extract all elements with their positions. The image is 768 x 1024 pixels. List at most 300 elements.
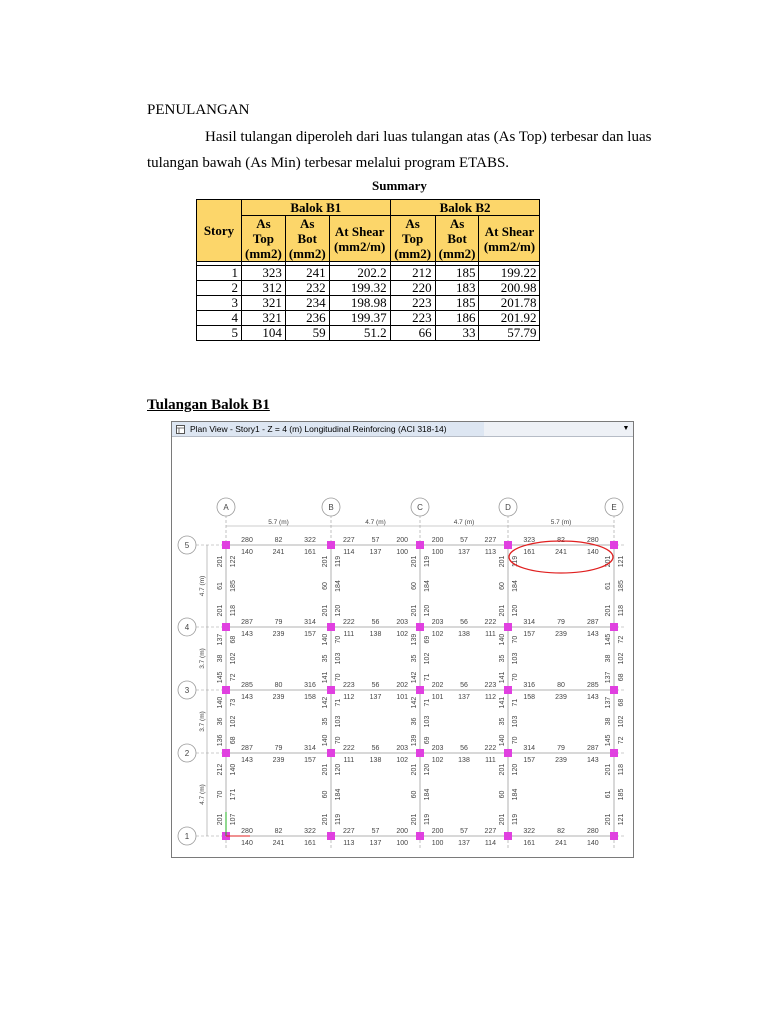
beam-right-value: 103	[335, 715, 342, 728]
beam-right-value: 184	[512, 788, 519, 801]
beam-right-value: 71	[424, 673, 431, 682]
beam-top-value: 56	[371, 619, 380, 626]
grid-label-x: E	[611, 503, 617, 512]
beam-bottom-value: 241	[272, 840, 285, 847]
story-cell: 2	[197, 281, 242, 296]
beam-left-value: 140	[322, 633, 329, 646]
beam-top-value: 79	[557, 745, 565, 752]
dimension-label-y: 4.7 (m)	[199, 784, 206, 805]
beam-bottom-value: 239	[272, 694, 285, 701]
dimension-label-x: 4.7 (m)	[365, 519, 386, 526]
beam-left-value: 201	[605, 813, 612, 826]
beam-bottom-value: 157	[304, 631, 316, 638]
beam-bottom-value: 112	[343, 694, 355, 701]
beam-bottom-value: 239	[272, 757, 285, 764]
column-marker	[327, 686, 335, 694]
beam-top-value: 80	[557, 682, 565, 689]
section-title: Tulangan Balok B1	[147, 397, 270, 413]
beam-bottom-value: 161	[304, 549, 316, 556]
beam-bottom-value: 140	[586, 549, 599, 556]
column-marker	[610, 832, 618, 840]
beam-right-value: 102	[618, 715, 625, 728]
beam-left-value: 38	[217, 654, 224, 663]
value-cell: 236	[285, 311, 329, 326]
beam-bottom-value: 100	[431, 549, 444, 556]
beam-top-value: 227	[342, 537, 355, 544]
beam-bottom-value: 239	[555, 631, 567, 638]
value-cell: 199.32	[329, 281, 390, 296]
beam-bottom-value: 161	[304, 840, 316, 847]
beam-right-value: 184	[335, 788, 342, 801]
beam-right-value: 68	[230, 736, 237, 745]
beam-right-value: 70	[335, 673, 342, 682]
beam-right-value: 120	[424, 763, 431, 776]
beam-top-value: 57	[371, 828, 380, 835]
beam-bottom-value: 137	[369, 840, 382, 847]
beam-left-value: 60	[411, 582, 418, 590]
beam-right-value: 120	[335, 763, 342, 776]
value-cell: 202.2	[329, 266, 390, 281]
beam-top-value: 314	[304, 619, 316, 626]
value-cell: 201.78	[479, 296, 540, 311]
beam-right-value: 102	[618, 652, 625, 665]
beam-left-value: 145	[605, 734, 612, 747]
beam-right-value: 73	[230, 698, 237, 707]
beam-bottom-value: 137	[458, 549, 470, 556]
beam-bottom-value: 143	[241, 631, 253, 638]
beam-left-value: 60	[411, 790, 418, 799]
value-cell: 234	[285, 296, 329, 311]
beam-bottom-value: 101	[396, 694, 409, 701]
beam-right-value: 118	[618, 605, 625, 617]
value-cell: 33	[435, 326, 479, 341]
beam-top-value: 56	[371, 745, 380, 752]
column-marker	[416, 832, 424, 840]
column-marker	[416, 749, 424, 757]
beam-bottom-value: 138	[369, 757, 382, 764]
beam-bottom-value: 143	[241, 757, 253, 764]
beam-bottom-value: 137	[458, 840, 470, 847]
beam-right-value: 119	[512, 813, 519, 825]
beam-left-value: 140	[217, 696, 224, 709]
dimension-label-x: 5.7 (m)	[550, 519, 572, 526]
beam-right-value: 118	[230, 605, 237, 617]
beam-top-value: 203	[396, 745, 409, 752]
column-marker	[504, 623, 512, 631]
value-cell: 241	[285, 266, 329, 281]
column-marker	[504, 832, 512, 840]
column-marker	[327, 623, 335, 631]
beam-left-value: 201	[217, 555, 224, 568]
value-cell: 185	[435, 296, 479, 311]
beam-right-value: 122	[230, 555, 237, 568]
header-col-6: At Shear (mm2/m)	[479, 216, 540, 262]
column-marker	[610, 623, 618, 631]
beam-right-value: 102	[230, 715, 237, 728]
header-col-4: As Top (mm2)	[390, 216, 435, 262]
beam-left-value: 201	[499, 604, 506, 617]
beam-left-value: 70	[217, 790, 224, 799]
beam-left-value: 201	[605, 604, 612, 617]
beam-bottom-value: 100	[396, 549, 409, 556]
beam-top-value: 82	[557, 537, 565, 544]
story-cell: 3	[197, 296, 242, 311]
summary-table	[196, 199, 540, 341]
beam-top-value: 222	[342, 745, 355, 752]
beam-top-value: 227	[342, 828, 355, 835]
beam-left-value: 201	[322, 604, 329, 617]
beam-top-value: 314	[523, 745, 536, 752]
beam-right-value: 119	[512, 555, 519, 567]
beam-right-value: 121	[618, 555, 625, 568]
grid-label-x: A	[223, 503, 229, 512]
header-story: Story	[197, 200, 242, 262]
column-marker	[222, 541, 230, 549]
column-marker	[222, 623, 230, 631]
table-row	[197, 266, 540, 281]
value-cell: 321	[242, 311, 286, 326]
beam-top-value: 79	[274, 619, 283, 626]
beam-right-value: 103	[424, 715, 431, 728]
value-cell: 59	[285, 326, 329, 341]
beam-right-value: 70	[335, 736, 342, 745]
beam-bottom-value: 157	[523, 631, 536, 638]
beam-bottom-value: 143	[586, 694, 599, 701]
header-group-b2: Balok B2	[390, 200, 540, 216]
beam-bottom-value: 100	[431, 840, 444, 847]
beam-top-value: 79	[557, 619, 565, 626]
beam-right-value: 120	[512, 604, 519, 617]
table-row	[197, 281, 540, 296]
table-row	[197, 311, 540, 326]
beam-top-value: 200	[396, 537, 409, 544]
beam-bottom-value: 113	[343, 840, 355, 847]
chevron-down-icon[interactable]: ▼	[622, 425, 630, 432]
window-titlebar[interactable]	[172, 422, 633, 437]
beam-top-value: 322	[304, 537, 316, 544]
beam-bottom-value: 161	[523, 549, 536, 556]
beam-left-value: 201	[411, 555, 418, 568]
beam-left-value: 35	[411, 654, 418, 663]
header-col-1: As Top (mm2)	[242, 216, 286, 262]
beam-right-value: 171	[230, 788, 237, 801]
beam-top-value: 202	[396, 682, 409, 689]
beam-bottom-value: 241	[555, 840, 567, 847]
summary-body	[197, 262, 540, 341]
beam-top-value: 82	[557, 828, 565, 835]
beam-top-value: 227	[484, 828, 497, 835]
story-cell: 5	[197, 326, 242, 341]
value-cell: 223	[390, 296, 435, 311]
paragraph-line-1: Hasil tulangan diperoleh dari luas tulangan atas (As Top) terbesar dan luas	[205, 129, 652, 145]
beam-top-value: 287	[586, 745, 599, 752]
etabs-plan-view-window[interactable]	[171, 421, 634, 858]
beam-top-value: 57	[371, 537, 380, 544]
beam-bottom-value: 143	[241, 694, 253, 701]
beam-bottom-value: 241	[272, 549, 285, 556]
value-cell: 323	[242, 266, 286, 281]
column-marker	[327, 749, 335, 757]
beam-left-value: 60	[322, 582, 329, 590]
beam-right-value: 103	[335, 652, 342, 665]
beam-right-value: 68	[618, 673, 625, 682]
beam-bottom-value: 241	[555, 549, 567, 556]
column-marker	[416, 541, 424, 549]
beam-left-value: 145	[605, 633, 612, 646]
beam-left-value: 201	[322, 555, 329, 568]
beam-right-value: 119	[335, 555, 342, 567]
beam-top-value: 280	[241, 537, 253, 544]
beam-left-value: 36	[411, 717, 418, 726]
grid-label-x: D	[505, 503, 511, 512]
column-marker	[504, 749, 512, 757]
column-marker	[222, 749, 230, 757]
value-cell: 186	[435, 311, 479, 326]
beam-right-value: 72	[618, 635, 625, 644]
beam-bottom-value: 101	[431, 694, 444, 701]
beam-bottom-value: 102	[396, 631, 409, 638]
value-cell: 51.2	[329, 326, 390, 341]
beam-bottom-value: 111	[343, 757, 355, 764]
beam-top-value: 202	[431, 682, 444, 689]
column-marker	[610, 686, 618, 694]
beam-left-value: 35	[322, 717, 329, 726]
column-marker	[416, 686, 424, 694]
grid-label-y: 5	[184, 541, 190, 550]
beam-top-value: 227	[484, 537, 497, 544]
beam-left-value: 36	[217, 717, 224, 726]
value-cell: 183	[435, 281, 479, 296]
grid-label-y: 1	[184, 832, 190, 841]
beam-bottom-value: 138	[369, 631, 382, 638]
beam-left-value: 201	[322, 813, 329, 826]
dimension-label-x: 4.7 (m)	[453, 519, 475, 526]
beam-left-value: 137	[217, 633, 224, 646]
beam-bottom-value: 157	[304, 757, 316, 764]
beam-top-value: 56	[460, 619, 468, 626]
beam-bottom-value: 113	[484, 549, 496, 556]
column-marker	[610, 749, 618, 757]
plan-view-drawing[interactable]	[172, 437, 633, 857]
beam-top-value: 280	[586, 828, 599, 835]
value-cell: 212	[390, 266, 435, 281]
beam-left-value: 35	[499, 654, 506, 663]
beam-left-value: 61	[217, 582, 224, 590]
beam-right-value: 185	[230, 580, 237, 592]
beam-right-value: 69	[424, 736, 431, 745]
beam-right-value: 119	[424, 555, 431, 567]
beam-right-value: 119	[424, 813, 431, 825]
beam-left-value: 140	[499, 633, 506, 646]
table-row	[197, 296, 540, 311]
value-cell: 104	[242, 326, 286, 341]
beam-left-value: 139	[411, 734, 418, 747]
beam-top-value: 56	[460, 745, 468, 752]
beam-bottom-value: 137	[369, 549, 382, 556]
value-cell: 199.37	[329, 311, 390, 326]
grid-label-x: B	[328, 503, 334, 512]
value-cell: 232	[285, 281, 329, 296]
column-marker	[610, 541, 618, 549]
subheader-row	[197, 216, 540, 262]
beam-right-value: 70	[335, 635, 342, 644]
beam-left-value: 201	[217, 604, 224, 617]
beam-left-value: 141	[499, 696, 506, 709]
beam-left-value: 212	[217, 763, 224, 776]
table-row	[197, 326, 540, 341]
beam-bottom-value: 161	[523, 840, 536, 847]
grid-label-y: 2	[184, 749, 190, 758]
value-cell: 185	[435, 266, 479, 281]
header-group-b1: Balok B1	[242, 200, 391, 216]
beam-bottom-value: 140	[241, 549, 253, 556]
beam-bottom-value: 239	[555, 757, 567, 764]
value-cell: 199.22	[479, 266, 540, 281]
beam-left-value: 140	[322, 734, 329, 747]
beam-right-value: 184	[424, 788, 431, 801]
beam-left-value: 137	[605, 696, 612, 709]
dimension-label-y: 3.7 (m)	[199, 711, 206, 732]
beam-left-value: 201	[499, 555, 506, 568]
plan-view-icon	[176, 425, 185, 434]
beam-right-value: 102	[230, 652, 237, 665]
value-cell: 223	[390, 311, 435, 326]
header-col-3: At Shear (mm2/m)	[329, 216, 390, 262]
beam-top-value: 82	[274, 828, 283, 835]
beam-bottom-value: 239	[555, 694, 567, 701]
value-cell: 198.98	[329, 296, 390, 311]
beam-right-value: 68	[230, 635, 237, 644]
header-col-2: As Bot (mm2)	[285, 216, 329, 262]
beam-bottom-value: 158	[523, 694, 536, 701]
beam-top-value: 203	[431, 619, 444, 626]
beam-right-value: 107	[230, 813, 237, 826]
summary-title: Summary	[372, 178, 427, 193]
beam-left-value: 201	[411, 813, 418, 826]
value-cell: 220	[390, 281, 435, 296]
beam-top-value: 57	[460, 828, 468, 835]
beam-top-value: 56	[371, 682, 380, 689]
beam-right-value: 69	[424, 635, 431, 644]
column-marker	[327, 832, 335, 840]
beam-left-value: 142	[411, 671, 418, 684]
beam-left-value: 142	[322, 696, 329, 709]
column-marker	[504, 541, 512, 549]
value-cell: 201.92	[479, 311, 540, 326]
beam-left-value: 60	[322, 790, 329, 799]
beam-right-value: 71	[512, 698, 519, 707]
beam-right-value: 70	[512, 736, 519, 745]
beam-bottom-value: 114	[484, 840, 496, 847]
value-cell: 66	[390, 326, 435, 341]
beam-bottom-value: 239	[272, 631, 285, 638]
beam-left-value: 136	[217, 734, 224, 747]
beam-top-value: 322	[304, 828, 316, 835]
beam-top-value: 203	[396, 619, 409, 626]
beam-top-value: 200	[431, 828, 444, 835]
beam-left-value: 145	[217, 671, 224, 684]
beam-right-value: 103	[512, 652, 519, 665]
beam-top-value: 200	[431, 537, 444, 544]
beam-top-value: 316	[523, 682, 536, 689]
beam-right-value: 71	[424, 698, 431, 707]
beam-bottom-value: 112	[484, 694, 496, 701]
beam-left-value: 35	[499, 717, 506, 726]
beam-top-value: 203	[431, 745, 444, 752]
beam-top-value: 80	[274, 682, 283, 689]
beam-right-value: 121	[618, 813, 625, 826]
beam-right-value: 185	[618, 580, 625, 592]
beam-top-value: 79	[274, 745, 283, 752]
beam-top-value: 280	[586, 537, 599, 544]
beam-top-value: 285	[586, 682, 599, 689]
beam-top-value: 316	[304, 682, 316, 689]
grid-label-x: C	[417, 503, 423, 512]
beam-right-value: 184	[335, 580, 342, 592]
dimension-label-y: 4.7 (m)	[199, 575, 206, 597]
dimension-label-x: 5.7 (m)	[268, 519, 289, 526]
beam-bottom-value: 111	[485, 631, 496, 638]
column-marker	[416, 623, 424, 631]
beam-right-value: 120	[424, 604, 431, 617]
beam-bottom-value: 137	[458, 694, 470, 701]
beam-right-value: 184	[512, 580, 519, 592]
beam-left-value: 60	[499, 582, 506, 590]
beam-right-value: 119	[335, 813, 342, 825]
beam-bottom-value: 143	[586, 631, 599, 638]
beam-top-value: 223	[342, 682, 355, 689]
beam-bottom-value: 102	[396, 757, 409, 764]
beam-bottom-value: 138	[458, 757, 470, 764]
beam-right-value: 184	[424, 580, 431, 592]
value-cell: 200.98	[479, 281, 540, 296]
beam-top-value: 287	[586, 619, 599, 626]
beam-right-value: 120	[335, 604, 342, 617]
beam-top-value: 314	[304, 745, 316, 752]
beam-left-value: 61	[605, 582, 612, 590]
beam-top-value: 222	[484, 745, 497, 752]
grid-label-y: 4	[184, 623, 190, 632]
beam-left-value: 201	[411, 604, 418, 617]
dimension-label-y: 3.7 (m)	[199, 648, 206, 669]
beam-top-value: 82	[274, 537, 283, 544]
beam-top-value: 314	[523, 619, 536, 626]
paragraph-line-2: tulangan bawah (As Min) terbesar melalui program ETABS.	[147, 155, 510, 171]
beam-bottom-value: 140	[586, 840, 599, 847]
story-cell: 1	[197, 266, 242, 281]
beam-top-value: 280	[241, 828, 253, 835]
beam-bottom-value: 143	[586, 757, 599, 764]
column-marker	[222, 686, 230, 694]
story-cell: 4	[197, 311, 242, 326]
beam-left-value: 201	[322, 763, 329, 776]
beam-left-value: 201	[499, 763, 506, 776]
beam-bottom-value: 114	[343, 549, 355, 556]
value-cell: 57.79	[479, 326, 540, 341]
beam-left-value: 201	[605, 555, 612, 568]
beam-right-value: 68	[618, 698, 625, 707]
beam-left-value: 201	[411, 763, 418, 776]
header-col-5: As Bot (mm2)	[435, 216, 479, 262]
column-marker	[504, 686, 512, 694]
beam-top-value: 56	[460, 682, 468, 689]
beam-right-value: 102	[424, 652, 431, 665]
beam-bottom-value: 102	[431, 631, 444, 638]
beam-right-value: 70	[512, 673, 519, 682]
beam-top-value: 323	[523, 537, 536, 544]
beam-right-value: 103	[512, 715, 519, 728]
beam-right-value: 72	[230, 673, 237, 682]
